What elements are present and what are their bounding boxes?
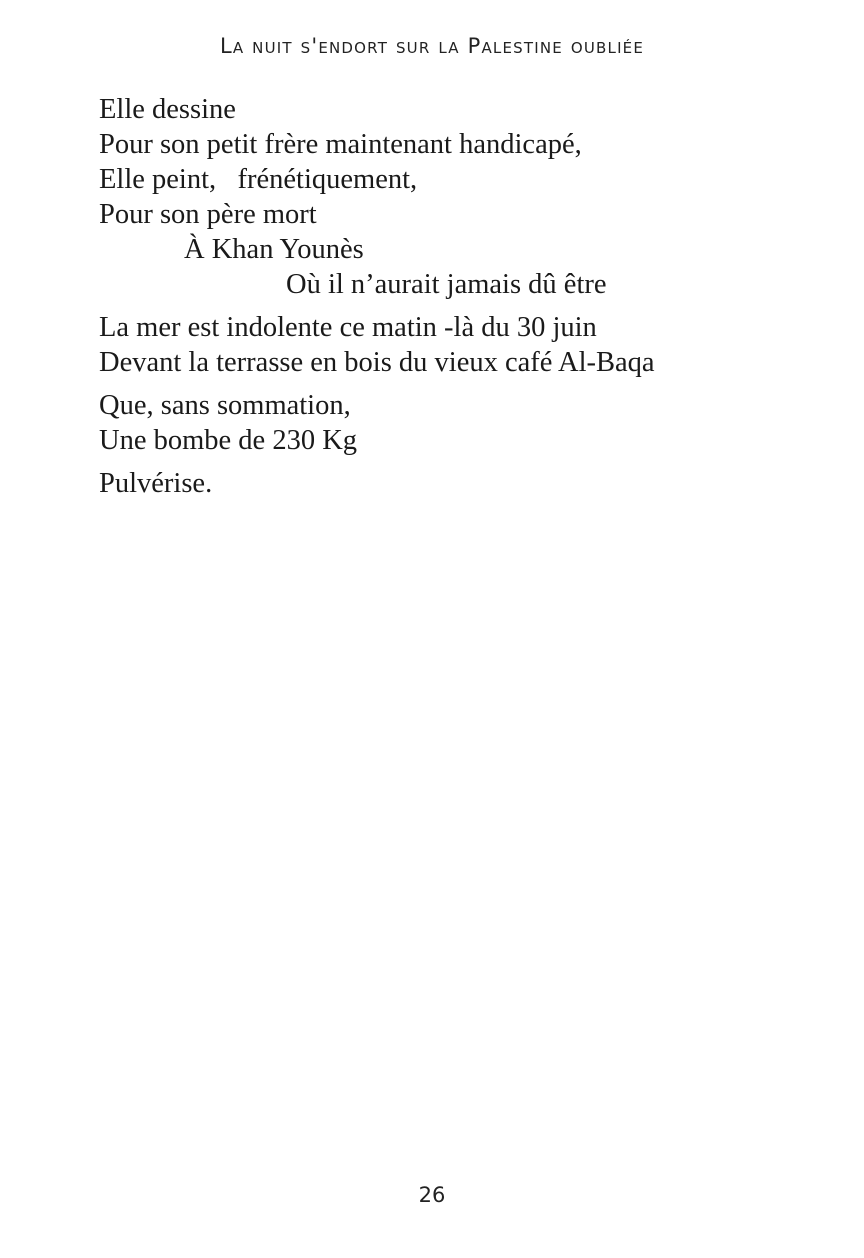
poem-body [99, 92, 819, 501]
poem-line: Devant la terrasse en bois du vieux café Al-Baqa [99, 347, 655, 378]
poem-line: Une bombe de 230 Kg [99, 425, 358, 456]
stanza-3 [99, 388, 819, 458]
stanza-1 [99, 92, 819, 302]
stanza-2 [99, 310, 819, 380]
poem-line-indented-deep: Où il n’aurait jamais dû être [286, 269, 607, 300]
poem-line: Que, sans sommation, [99, 390, 351, 421]
poem-line: Pulvérise. [99, 468, 213, 499]
poem-line: Elle dessine [99, 94, 236, 125]
poem-line: Pour son père mort [99, 199, 317, 230]
running-header: La nuit s'endort sur la Palestine oubliée [219, 34, 645, 58]
poem-line-indented: À Khan Younès [184, 234, 364, 265]
poem-line: Pour son petit frère maintenant handicapé, [99, 129, 582, 160]
stanza-4 [99, 466, 819, 501]
page-number: 26 [418, 1183, 446, 1207]
poem-line: La mer est indolente ce matin -là du 30 juin [99, 312, 597, 343]
poem-line: Elle peint, frénétiquement, [99, 164, 418, 195]
